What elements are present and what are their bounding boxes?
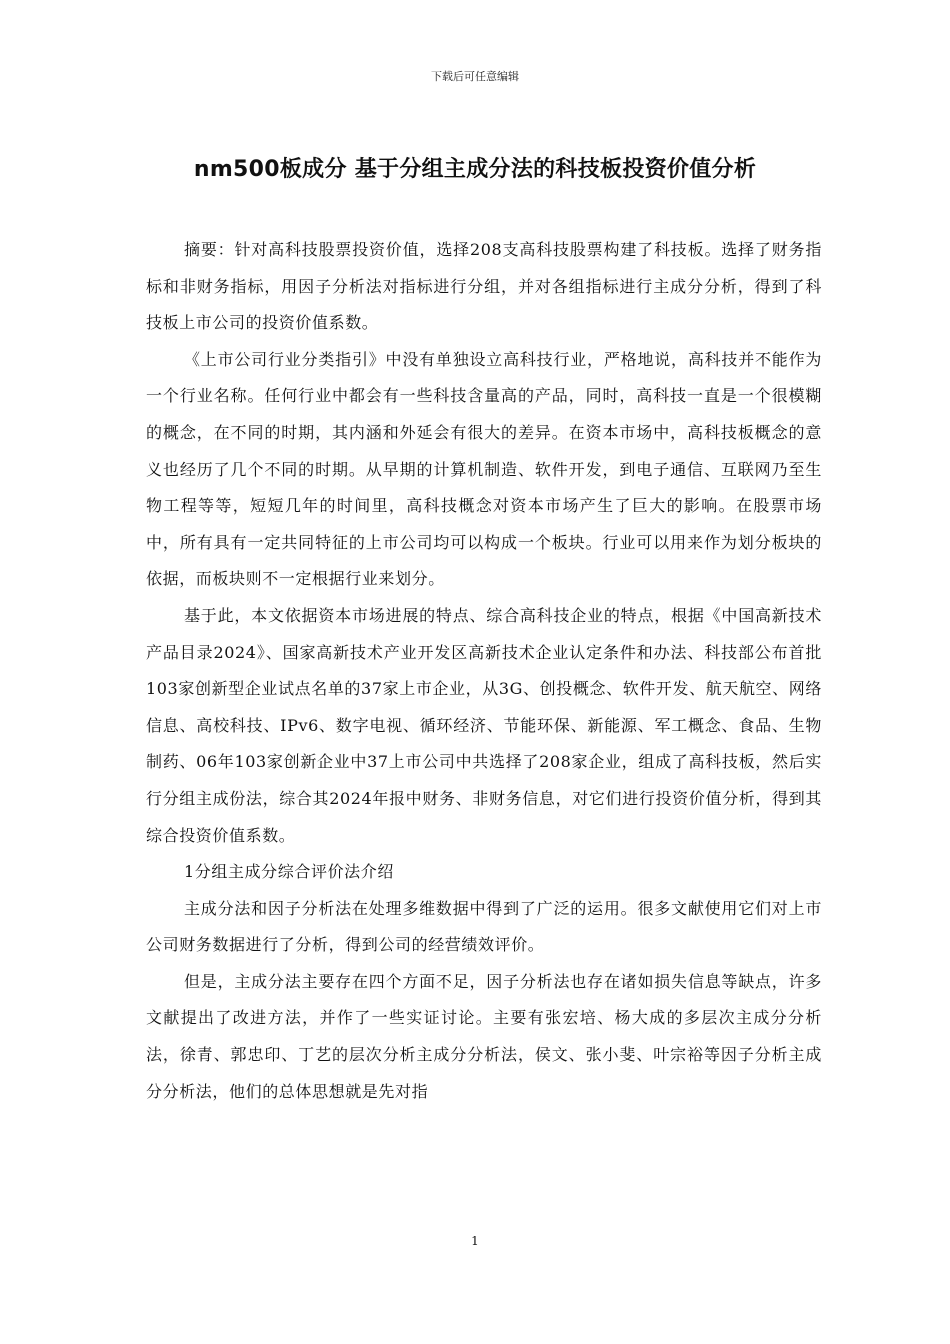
body-text — [146, 232, 822, 1110]
section-heading: 1分组主成分综合评价法介绍 — [184, 862, 394, 882]
paragraph-abstract: 摘要：针对高科技股票投资价值，选择208支高科技股票构建了科技板。选择了财务指标和非财务指标，用因子分析法对指标进行分组，并对各组指标进行主成分分析，得到了科技板上市公司的投资价值系数。 — [146, 240, 822, 333]
header-note: 下载后可任意编辑 — [431, 70, 519, 83]
paragraph-intro: 《上市公司行业分类指引》中没有单独设立高科技行业，严格地说，高科技并不能作为一个行业名称。任何行业中都会有一些科技含量高的产品，同时，高科技一直是一个很模糊的概念，在不同的时期，其内涵和外延会有很大的差异。在资本市场中，高科技板概念的意义也经历了几个不同的时期。从早期的计算机制造、软件开发，到电子通信、互联网乃至生物工程等等，短短几年的时间里，高科技概念对资本市场产生了巨大的影响。在股票市场中，所有具有一定共同特征的上市公司均可以构成一个板块。行业可以用来作为划分板块的依据，而板块则不一定根据行业来划分。 — [146, 349, 822, 589]
paragraph-pca-shortcomings: 但是，主成分法主要存在四个方面不足，因子分析法也存在诸如损失信息等缺点，许多文献提出了改进方法，并作了一些实证讨论。主要有张宏培、杨大成的多层次主成分分析法，徐青、郭忠印、丁艺的层次分析主成分分析法，侯文、张小斐、叶宗裕等因子分析主成分分析法，他们的总体思想就是先对指 — [146, 971, 822, 1101]
document-title: nm500板成分 基于分组主成分法的科技板投资价值分析 — [193, 157, 757, 182]
page-number: 1 — [471, 1234, 479, 1248]
paragraph-pca-usage: 主成分法和因子分析法在处理多维数据中得到了广泛的运用。很多文献使用它们对上市公司财务数据进行了分析，得到公司的经营绩效评价。 — [146, 898, 822, 955]
paragraph-method-basis: 基于此，本文依据资本市场进展的特点、综合高科技企业的特点，根据《中国高新技术产品目录2024》、国家高新技术产业开发区高新技术企业认定条件和办法、科技部公布首批103家创新型企业试点名单的37家上市企业，从3G、创投概念、软件开发、航天航空、网络信息、高校科技、IPv6、数字电视、循环经济、节能环保、新能源、军工概念、食品、生物制药、06年103家创新企业中37上市公司中共选择了208家企业，组成了高科技板，然后实行分组主成份法，综合其2024年报中财务、非财务信息，对它们进行投资价值分析，得到其综合投资价值系数。 — [146, 605, 822, 845]
